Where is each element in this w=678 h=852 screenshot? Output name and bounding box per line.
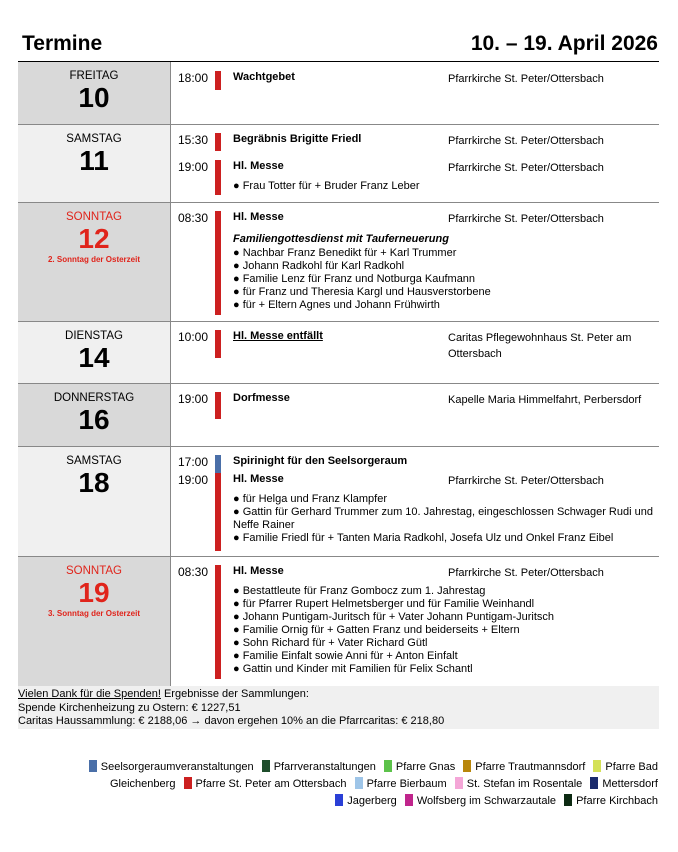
legend-swatch [590, 777, 598, 789]
color-legend [70, 759, 658, 810]
day-cell [18, 384, 170, 446]
legend-swatch [184, 777, 192, 789]
intention-item: ● Familie Einfalt sowie Anni für + Anton Einfalt [233, 650, 458, 662]
legend-item [84, 759, 254, 776]
event-time: 15:30 [178, 133, 209, 147]
weekday: DIENSTAG [65, 330, 123, 342]
legend-label: St. Stefan im Rosentale [466, 778, 583, 790]
day-row [18, 384, 659, 447]
day-number: 11 [79, 145, 109, 176]
event-time: 19:00 [178, 473, 209, 487]
weekday: SAMSTAG [66, 133, 122, 145]
legend-label: Pfarrveranstaltungen [273, 761, 376, 773]
liturgical-note: 2. Sonntag der Osterzeit [47, 255, 141, 264]
thanks-line [18, 688, 659, 702]
day-row [18, 203, 659, 322]
legend-label: Pfarre Bad Gleichenberg [110, 761, 658, 790]
category-bar [215, 133, 221, 151]
event-time: 19:00 [178, 160, 209, 174]
intention-list [233, 585, 658, 676]
day-row [18, 62, 659, 125]
day-number: 12 [78, 223, 110, 254]
event-time: 19:00 [178, 392, 209, 406]
legend-item [458, 759, 585, 776]
column-divider [170, 203, 171, 321]
intention-list [233, 247, 658, 312]
liturgical-note: 3. Sonntag der Osterzeit [47, 609, 141, 618]
page-title: Termine [22, 32, 103, 55]
legend-swatch [593, 760, 601, 772]
schedule-table [18, 62, 659, 686]
intention-item: ● für Helga und Franz Klampfer [233, 493, 387, 505]
intention-item: ● Nachbar Franz Benedikt für + Karl Trummer [233, 247, 457, 259]
intention-item: ● für Pfarrer Rupert Helmetsberger und für Familie Weinhandl [233, 598, 535, 610]
event-location: Pfarrkirche St. Peter/Ottersbach [448, 73, 604, 85]
legend-swatch [463, 760, 471, 772]
weekday: SONNTAG [65, 211, 122, 223]
legend-swatch [355, 777, 363, 789]
weekday: DONNERSTAG [53, 392, 135, 404]
legend-item [330, 793, 397, 810]
intention-item: ● Gattin für Gerhard Trummer zum 10. Jahrestag, eingeschlossen Schwager Rudi und Neffe Rainer [233, 506, 653, 531]
legend-item [257, 759, 376, 776]
legend-swatch [405, 794, 413, 806]
event-time: 18:00 [178, 71, 209, 85]
legend-swatch [564, 794, 572, 806]
date-range: 10. – 19. April 2026 [470, 32, 658, 55]
category-bar [215, 330, 221, 358]
weekday: SONNTAG [65, 565, 122, 577]
day-row [18, 125, 659, 203]
event-title: Begräbnis Brigitte Friedl [233, 133, 362, 145]
legend-label: Pfarre Kirchbach [576, 795, 658, 807]
legend-label: Pfarre St. Peter am Ottersbach [195, 778, 347, 790]
legend-swatch [262, 760, 270, 772]
legend-item [179, 776, 347, 793]
category-bar [215, 473, 221, 551]
category-bar [215, 455, 221, 473]
thanks-link[interactable]: Vielen Dank für die Spenden! [18, 688, 161, 700]
day-cell [18, 125, 170, 202]
legend-label: Wolfsberg im Schwarzautale [416, 795, 556, 807]
column-divider [170, 62, 171, 124]
event-time: 10:00 [178, 330, 209, 344]
intention-item: ● Familie Ornig für + Gatten Franz und beiderseits + Eltern [233, 624, 520, 636]
column-divider [170, 447, 171, 556]
day-number: 14 [78, 342, 110, 373]
event-location: Kapelle Maria Himmelfahrt, Perbersdorf [448, 394, 642, 406]
column-divider [170, 125, 171, 202]
category-bar [215, 565, 221, 679]
category-bar [215, 160, 221, 195]
legend-swatch [89, 760, 97, 772]
event-time: 08:30 [178, 211, 209, 225]
day-number: 19 [78, 577, 110, 608]
legend-label: Jagerberg [347, 795, 397, 807]
legend-label: Pfarre Bierbaum [366, 778, 447, 790]
event-title: Hl. Messe [233, 160, 284, 172]
event-subtitle: Familiengottesdienst mit Tauferneuerung [233, 233, 449, 245]
legend-item [400, 793, 556, 810]
event-location: Pfarrkirche St. Peter/Ottersbach [448, 567, 604, 579]
intention-item: ● für Franz und Theresia Kargl und Hausverstorbene [233, 286, 491, 298]
event-title: Wachtgebet [233, 71, 295, 83]
day-number: 18 [78, 467, 110, 498]
legend-label: Mettersdorf [602, 778, 658, 790]
column-divider [170, 557, 171, 686]
event-time: 17:00 [178, 455, 209, 469]
day-cell [18, 203, 170, 321]
legend-item [450, 778, 583, 790]
day-row [18, 447, 659, 557]
weekday: SAMSTAG [66, 455, 122, 467]
column-divider [170, 384, 171, 446]
donations-box [18, 686, 659, 729]
event-title: Hl. Messe [233, 473, 284, 485]
donation-heating: Spende Kirchenheizung zu Ostern: € 1227,51 [18, 701, 241, 714]
intention-list [233, 493, 658, 545]
thanks-text: Ergebnisse der Sammlungen: [160, 688, 309, 700]
intention-item: ● Familie Lenz für Franz und Notburga Kaufmann [233, 273, 476, 285]
event-title: Dorfmesse [233, 392, 290, 404]
day-number: 16 [78, 404, 110, 435]
legend-label: Pfarre Gnas [395, 761, 456, 773]
category-bar [215, 392, 221, 419]
legend-item [350, 776, 447, 793]
day-cell [18, 557, 170, 686]
event-location: Pfarrkirche St. Peter/Ottersbach [448, 213, 604, 225]
weekday: FREITAG [69, 70, 119, 82]
intention-item: ● für + Eltern Agnes und Johann Frühwirth [233, 299, 440, 311]
legend-item [559, 793, 658, 810]
day-cell [18, 62, 170, 124]
column-divider [170, 322, 171, 383]
legend-swatch [455, 777, 463, 789]
event-title: Hl. Messe entfällt [233, 330, 323, 342]
event-location: Pfarrkirche St. Peter/Ottersbach [448, 135, 604, 147]
donation-caritas: Caritas Haussammlung: € 2188,06 → davon ergehen 10% an die Pfarrcaritas: € 218,80 [18, 715, 445, 727]
legend-swatch [384, 760, 392, 772]
category-bar [215, 211, 221, 315]
intention-item: ● Johann Radkohl für Karl Radkohl [233, 260, 405, 272]
event-title: Spirinight für den Seelsorgeraum [233, 455, 408, 467]
day-row [18, 322, 659, 384]
event-location: Pfarrkirche St. Peter/Ottersbach [448, 162, 604, 174]
legend-label: Pfarre Trautmannsdorf [475, 761, 586, 773]
intention-list [233, 180, 658, 193]
legend-label: Seelsorgeraumveranstaltungen [100, 761, 254, 773]
event-time: 08:30 [178, 565, 209, 579]
event-location: Caritas Pflegewohnhaus St. Peter am Ottersbach [448, 332, 632, 360]
event-title: Hl. Messe [233, 565, 284, 577]
day-number: 10 [78, 82, 110, 113]
day-row [18, 557, 659, 686]
event-title: Hl. Messe [233, 211, 284, 223]
day-cell [18, 447, 170, 556]
legend-swatch [335, 794, 343, 806]
legend-item [585, 776, 658, 793]
event-location: Pfarrkirche St. Peter/Ottersbach [448, 475, 604, 487]
legend-item [379, 759, 455, 776]
intention-item: ● Sohn Richard für + Vater Richard Gütl [233, 637, 428, 649]
intention-item: ● Frau Totter für + Bruder Franz Leber [233, 180, 420, 192]
intention-item: ● Familie Friedl für + Tanten Maria Radkohl, Josefa Ulz und Onkel Franz Eibel [233, 532, 614, 544]
day-cell [18, 322, 170, 383]
intention-item: ● Gattin und Kinder mit Familien für Felix Schantl [233, 663, 473, 675]
category-bar [215, 71, 221, 90]
intention-item: ● Johann Puntigam-Juritsch für + Vater Johann Puntigam-Juritsch [233, 611, 555, 623]
intention-item: ● Bestattleute für Franz Gombocz zum 1. Jahrestag [233, 585, 486, 597]
